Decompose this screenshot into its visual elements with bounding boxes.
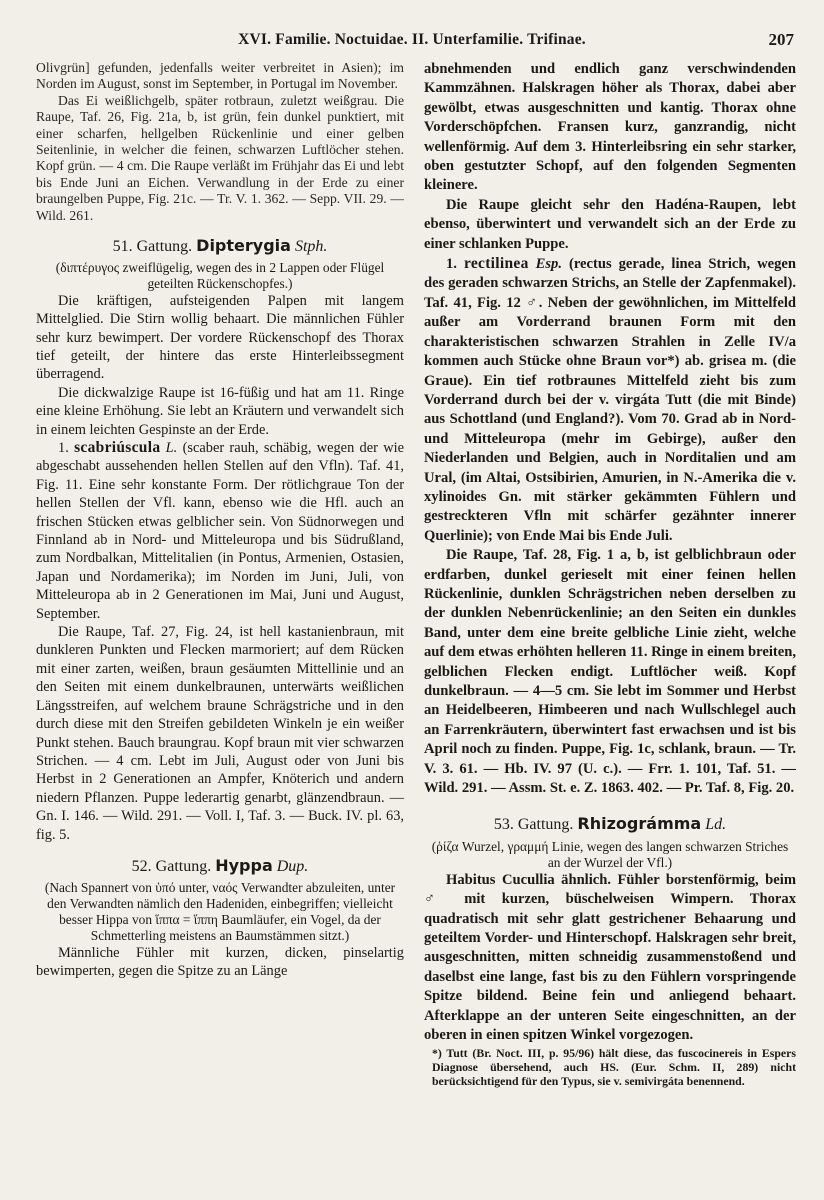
- left-paragraph-2: Das Ei weißlichgelb, später rotbraun, zuletzt weißgrau. Die Raupe, Taf. 26, Fig. 21a, b, ist grün, fein dunkel punktiert, mit einer scharfen, hellgelben Rückenlinie und einer gelben Seitenlinie, in welcher die feinen, schwarzen Luftlöcher stehen. Kopf grün. — 4 cm. Die Raupe verläßt im Frühjahr das Ei und lebt bis Ende Juni an Eichen. Verwandlung in der Erde zu einer braungelben Puppe, Fig. 21c. — Tr. V. 1. 362. — Sepp. VII. 29. — Wild. 261.: [36, 92, 404, 223]
- right-paragraph-2: Die Raupe gleicht sehr den Hadéna-Raupen, lebt ebenso, überwintert und verwandelt sich an der Erde zu einer schlanken Puppe.: [424, 196, 796, 252]
- footnote: *) Tutt (Br. Noct. III, p. 95/96) hält diese, das fuscocinereis in Espers Diagnose übersehend, auch HS. (Eur. Schm. II, 289) nicht berücksichtigend für den Typus, sie v. semivirgáta benennend.: [432, 1045, 796, 1088]
- genus-52-prefix: 52. Gattung.: [131, 857, 212, 875]
- right-paragraph-1: abnehmenden und endlich ganz verschwindenden Kammzähnen. Halskragen höher als Thorax, dabei aber gewölbt, etwas ausgeschnitten und kantig. Thorax ohne Vorderschöpfchen. Fransen kurz, ganzrandig, nicht wellenförmig. Auf dem 3. Hinterleibsring ein sehr starker, oben gestutzter Schopf, auf den folgenden Segmenten kleinere.: [424, 61, 796, 194]
- species-description: (rectus gerade, linea Strich, wegen des geraden schwarzen Strichs, an Stelle der Zapfenmakel). Taf. 41, Fig. 12 ♂. Neben der gewöhnlichen, im Mittelfeld außer am Vorderrand braunen Form mit den charakteristischen schwarzen Strahlen in Zelle IV/a kommen auch Stücke ohne Braun vor*) ab. grisea m. (die Graue). Ein tief rotbraunes Mittelfeld zieht bis zum Vorderrand durch bei der v. virgáta Tutt (die mit Binde) aus Schottland (und England?). Vom 70. Grad ab in Nord- und Mitteleuropa (mehr im Gebirge), außer den Niederlanden und Belgien, auch in Norditalien und am Ural, (im Altai, Ostsibirien, Amurien, in N.-Amerika die v. xylinoides Gn. mit stärker gekämmten Fühlern und gestreckteren Vfln mit schärfer gezähnter innerer Querlinie); von Ende Mai bis Ende Juli.: [424, 256, 796, 544]
- genus-51-heading: [36, 238, 404, 256]
- species-description: (scaber rauh, schäbig, wegen der wie abgeschabt aussehenden hellen Stellen auf den Vfln). Taf. 41, Fig. 11. Eine sehr konstante Form. Der rötlichgraue Ton der hellen Stellen der Vfl. kann, ebenso wie die Hfl. auch an frischen Stücken etwas gelblicher sein. Von Südnorwegen und Finnland ab in Nord- und Mitteleuropa und bis Südrußland, zum Nordbalkan, Mittelitalien (in Pontus, Armenien, Ostasien, Japan und Nordamerika); im Norden im Juni, Juli, von Mitteleuropa ab in 2 Generationen im Mai, Juni und August, September.: [36, 440, 404, 622]
- left-paragraph-1: Olivgrün] gefunden, jedenfalls weiter verbreitet in Asien); im Norden im August, sonst im September, in Portugal im November.: [36, 60, 404, 92]
- species-rectilinea: [424, 254, 796, 546]
- species-name: rectilinea: [463, 255, 529, 273]
- species-number: 1.: [58, 440, 69, 457]
- genus-53-name: Rhizográmma: [577, 814, 702, 834]
- left-paragraph-4: Die dickwalzige Raupe ist 16-füßig und hat am 11. Ringe eine kleine Erhöhung. Sie lebt an Kräutern und verwandelt sich in einem leichten Gespinste an der Erde.: [36, 384, 404, 438]
- left-paragraph-6: Männliche Fühler mit kurzen, dicken, pinselartig bewimperten, gegen die Spitze zu an Länge: [36, 944, 404, 980]
- genus-52-heading: [36, 855, 404, 876]
- running-head: [0, 31, 824, 55]
- species-scabriuscula: [36, 439, 404, 623]
- species-author: L.: [165, 440, 178, 457]
- genus-51-etymology: (διπτέρυγος zweiflügelig, wegen des in 2 Lappen oder Flügel geteilten Rückenschopfes.): [55, 259, 385, 291]
- right-column: [424, 60, 796, 1088]
- genus-51-author: Stph.: [294, 238, 328, 256]
- genus-51-name: Dipterygia: [196, 236, 291, 256]
- species-name: scabriúscula: [74, 439, 161, 457]
- right-paragraph-4: Habitus Cucullia ähnlich. Fühler borstenförmig, beim ♂ mit kurzen, büschelweisen Wimpern. Thorax quadratisch mit sehr glatt gestrichener Behaarung und geteiltem Vorder- und Hinterschopf. Halskragen sehr breit, ausgeschnitten, mitten schneidig zusammenstoßend und daselbst eine lange, fast bis zu den Fühlern vorspringende Spitze bildend. Beine fein und anliegend behaart. Afterklappe an der unteren Seite eingeschnitten, an der oberen in einen spitzen Winkel vorgezogen.: [424, 871, 796, 1044]
- species-author: Esp.: [535, 256, 562, 273]
- genus-53-author: Ld.: [705, 816, 727, 834]
- genus-52-name: Hyppa: [215, 855, 273, 875]
- genus-53-etymology: (ῥίζα Wurzel, γραμμή Linie, wegen des langen schwarzen Striches an der Wurzel der Vfl.): [431, 838, 789, 870]
- species-number: 1.: [446, 256, 457, 273]
- genus-53-prefix: 53. Gattung.: [493, 816, 574, 834]
- genus-52-etymology: (Nach Spannert von ὑπό unter, ναός Verwandter abzuleiten, unter den Verwandten nämlich den Hadeniden, einbegriffen; vielleicht besser Hippa von ἵππα = ἵππη Baumläufer, ein Vogel, da der Schmetterling meistens an Baumstämmen sitzt.): [44, 879, 396, 943]
- page-number: 207: [768, 30, 794, 49]
- genus-53-heading: [424, 814, 796, 834]
- left-paragraph-3: Die kräftigen, aufsteigenden Palpen mit langem Mittelglied. Die Stirn wollig behaart. Die männlichen Fühler sehr kurz bewimpert. Der vordere Rückenschopf des Thorax tief geteilt, der hintere das erste Hinterleibssegment überragend.: [36, 292, 404, 383]
- right-paragraph-3: Die Raupe, Taf. 28, Fig. 1 a, b, ist gelblichbraun oder erdfarben, dunkel gerieselt mit einer feinen hellen Rückenlinie, dunklen Schrägstrichen neben derselben zu der dunklen Nebenrückenlinie; an den Seiten ein dunkles Band, unter dem eine breite gelbliche Linie zieht, welche auf dem etwas erhöhten helleren 11. Ringe in einem breiten, gelblichen Flecken endigt. Luftlöcher weiß. Kopf dunkelbraun. — 4—5 cm. Sie lebt im Sommer und Herbst an Heidelbeeren, Himbeeren und nach Wullschlegel auch an Farrenkräutern, überwintert fast erwachsen und ist bis April noch zu finden. Puppe, Fig. 1c, schlank, braun. — Tr. V. 3. 61. — Hb. IV. 97 (U. c.). — Frr. 1. 101, Taf. 51. — Wild. 291. — Assm. St. e. Z. 1863. 402. — Pr. Taf. 8, Fig. 20.: [424, 547, 796, 797]
- running-head-title: XVI. Familie. Noctuidae. II. Unterfamilie. Trifinae.: [238, 31, 586, 48]
- genus-51-prefix: 51. Gattung.: [112, 238, 193, 256]
- left-column: [36, 60, 404, 980]
- genus-52-author: Dup.: [276, 857, 309, 875]
- left-paragraph-5: Die Raupe, Taf. 27, Fig. 24, ist hell kastanienbraun, mit dunkleren Punkten und Flecken marmoriert; auf dem Rücken mit einer zarten, weißen, braun gesäumten Mittellinie und an den Seiten mit einem dunkelbraunen, unterwärts weißlichen Längsstreifen, auf welchem braune Schrägstriche und in den durch diese mit den Streifen gebildeten Winkeln je ein weißer Punkt stehen. Bauch braungrau. Kopf braun mit vier schwarzen Strichen. — 4 cm. Lebt im Juli, August oder von Juni bis Herbst in 2 Generationen an Ampfer, Knöterich und andern niedern Pflanzen. Puppe lederartig genarbt, glänzendbraun. — Gn. I. 146. — Wild. 291. — Voll. I, Taf. 3. — Buck. IV. pl. 63, fig. 5.: [36, 624, 404, 843]
